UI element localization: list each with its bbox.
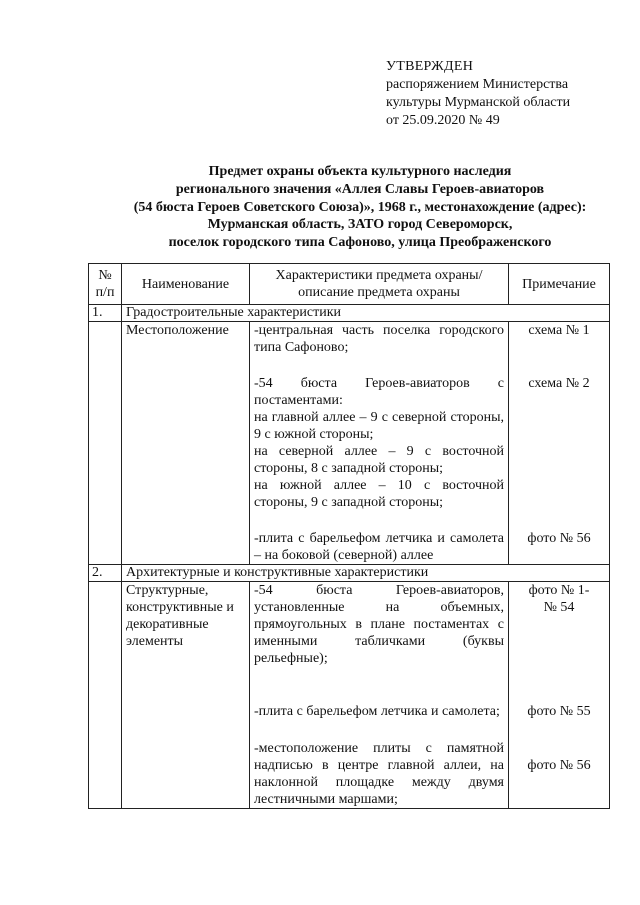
protection-table <box>88 263 610 809</box>
header-number-abbr: п/п <box>95 285 115 300</box>
section-number: 1. <box>89 305 122 322</box>
description-item: -центральная часть поселка городского типа Сафоново; <box>254 323 504 355</box>
section-title: Градостроительные характеристики <box>122 305 610 322</box>
description-item: на северной аллее – 9 с восточной стороны, 8 с западной стороны; <box>254 444 504 476</box>
description-item: -плита с барельефом летчика и самолета – на боковой (северной) аллее <box>254 531 504 563</box>
table-row <box>89 582 610 809</box>
section-row <box>89 305 610 322</box>
header-description-line: описание предмета охраны <box>298 285 460 300</box>
header-number-symbol: № <box>98 268 112 283</box>
title-line: Мурманская область, ЗАТО город Североморск, <box>207 217 513 233</box>
description-item: -54 бюста Героев-авиаторов с постаментами: <box>254 376 504 408</box>
section-title: Архитектурные и конструктивные характеристики <box>122 565 610 582</box>
approval-line: распоряжением Министерства <box>386 77 569 92</box>
row-note <box>509 322 610 565</box>
approval-heading: УТВЕРЖДЕН <box>386 59 474 74</box>
note-ref: фото № 1- <box>528 583 590 598</box>
approval-stamp <box>386 58 570 130</box>
header-description-line: Характеристики предмета охраны/ <box>275 268 483 283</box>
description-item: -местоположение плиты с памятной надписью в центре главной аллеи, на наклонной площадке между двумя лестничными маршами; <box>254 741 504 807</box>
row-name: Местоположение <box>122 322 250 565</box>
approval-date: от 25.09.2020 № 49 <box>386 113 500 128</box>
title-line: Предмет охраны объекта культурного наследия <box>208 164 512 179</box>
table-header-row <box>89 264 610 305</box>
note-ref: схема № 1 <box>528 323 590 338</box>
header-note: Примечание <box>509 264 610 305</box>
note-ref: № 54 <box>543 600 575 615</box>
document-title <box>90 163 630 252</box>
header-description <box>250 264 509 305</box>
row-number-empty <box>89 322 122 565</box>
row-description <box>250 582 509 809</box>
note-ref: фото № 56 <box>527 758 591 773</box>
row-name: Структурные, конструктивные и декоративные элементы <box>122 582 250 809</box>
approval-line: культуры Мурманской области <box>386 95 571 110</box>
table-row <box>89 322 610 565</box>
row-description <box>250 322 509 565</box>
description-item: на главной аллее – 9 с северной стороны, 9 с южной стороны; <box>254 410 504 442</box>
row-note <box>509 582 610 809</box>
description-item: -54 бюста Героев-авиаторов, установленные на объемных, прямоугольных в плане постаментах с именными табличками (буквы рельефные); <box>254 583 504 666</box>
description-item: -плита с барельефом летчика и самолета; <box>254 704 500 719</box>
header-number <box>89 264 122 305</box>
title-line: (54 бюста Героев Советского Союза)», 1968 г., местонахождение (адрес): <box>133 199 587 215</box>
note-ref: фото № 55 <box>527 704 591 719</box>
note-ref: фото № 56 <box>527 531 591 546</box>
row-number-empty <box>89 582 122 809</box>
section-row <box>89 565 610 582</box>
note-ref: схема № 2 <box>528 376 590 391</box>
title-line: поселок городского типа Сафоново, улица Преображенского <box>168 235 552 251</box>
section-number: 2. <box>89 565 122 582</box>
title-line: регионального значения «Аллея Славы Героев-авиаторов <box>175 181 545 197</box>
header-name: Наименование <box>122 264 250 305</box>
description-item: на южной аллее – 10 с восточной стороны, 9 с западной стороны; <box>254 478 504 510</box>
